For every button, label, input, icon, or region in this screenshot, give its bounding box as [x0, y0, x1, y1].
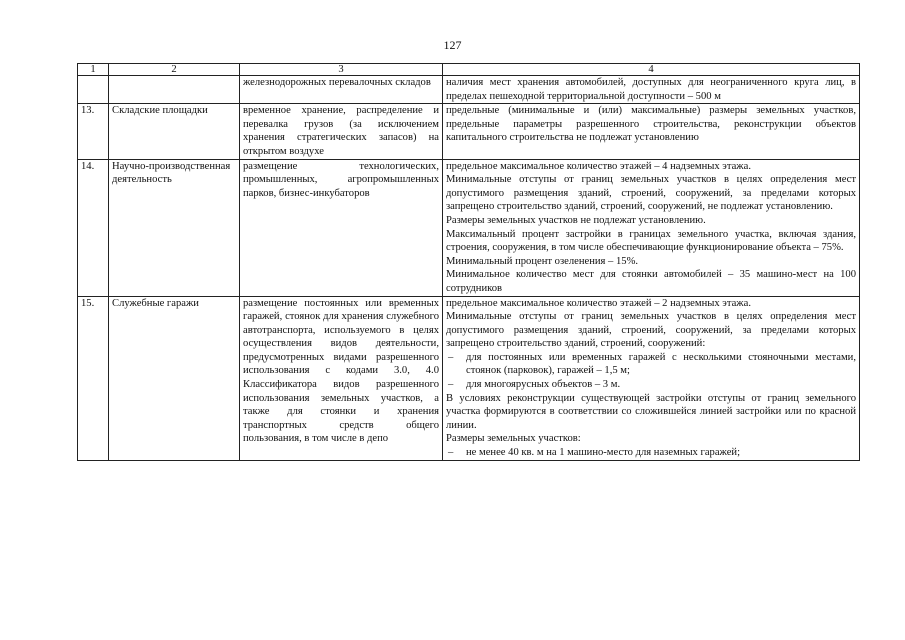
column-number-row [78, 64, 860, 76]
row-number [78, 76, 109, 104]
use-name: Складские площадки [109, 104, 240, 159]
list-item: – не менее 40 кв. м на 1 машино-место для наземных гаражей; [446, 446, 856, 460]
column-number-4: 4 [443, 64, 860, 76]
parameter-paragraph: Размеры земельных участков не подлежат установлению. [446, 214, 706, 226]
use-name: Научно-производственная деятельность [109, 159, 240, 296]
column-number-1: 1 [78, 64, 109, 76]
use-name: Служебные гаражи [109, 296, 240, 460]
parameter-paragraph: Минимальный процент озеленения – 15%. [446, 255, 639, 267]
use-name [109, 76, 240, 104]
row-number: 14. [78, 159, 109, 296]
table-row [78, 76, 860, 104]
row-number: 15. [78, 296, 109, 460]
parameter-paragraph: Минимальное количество мест для стоянки автомобилей – 35 машино-мест на 100 сотрудников [446, 269, 856, 294]
list-item: – для постоянных или временных гаражей с несколькими стояночными местами, стоянок (парковок), гаражей – 1,5 м; [446, 351, 856, 378]
table-row [78, 104, 860, 159]
page-number: 127 [443, 38, 462, 52]
use-parameters [443, 76, 860, 104]
plot-size-list [446, 446, 856, 460]
parameter-paragraph: Минимальные отступы от границ земельных участков в целях определения мест допустимого размещения зданий, строений, сооружений, за пределами которых запрещено строительство зданий, строений, сооружений: [446, 311, 856, 350]
table-row [78, 159, 860, 296]
parameter-paragraph: Минимальные отступы от границ земельных участков в целях определения мест допустимого размещения зданий, строений, сооружений, за пределами которых запрещено строительство зданий, строений, сооружений, не подлежат установлению. [446, 174, 856, 213]
use-description: размещение технологических, промышленных, агропромышленных парков, бизнес-инкубаторов [240, 159, 443, 296]
use-parameters [443, 104, 860, 159]
setback-list [446, 351, 856, 392]
column-number-3: 3 [240, 64, 443, 76]
parameter-paragraph: Размеры земельных участков: [446, 433, 581, 445]
use-description: размещение постоянных или временных гаражей, стоянок для хранения служебного автотранспорта, используемого в целях осуществления видов деятельности, предусмотренных видами разрешенного использования с кодами 3.0, 4.0 Классификатора видов разрешенного использования земельных участков, а также для стоянки и хранения транспортных средств общего пользования, в том числе в депо [240, 296, 443, 460]
parameter-paragraph: предельное максимальное количество этажей – 2 надземных этажа. [446, 297, 751, 309]
parameter-paragraph: Максимальный процент застройки в границах земельного участка, включая здания, строения, сооружения, в том числе обеспечивающие функционирование объекта – 75%. [446, 228, 856, 254]
parameter-paragraph: В условиях реконструкции существующей застройки отступы от границ земельного участка формируются в соответствии со сложившейся линией застройки или по красной линии. [446, 392, 856, 431]
parameter-paragraph: наличия мест хранения автомобилей, доступных для неограниченного круга лиц, в пределах пешеходной территориальной доступности – 500 м [446, 77, 856, 102]
use-parameters [443, 296, 860, 460]
use-description: железнодорожных перевалочных складов [240, 76, 443, 104]
use-description: временное хранение, распределение и перевалка грузов (за исключением хранения стратегических запасов) на открытом воздухе [240, 104, 443, 159]
parameter-paragraph: предельные (минимальные и (или) максимальные) размеры земельных участков, предельные параметры разрешенного строительства, реконструкции объектов капитального строительства не подлежат установлению [446, 105, 856, 144]
land-use-table [77, 63, 860, 461]
use-parameters [443, 159, 860, 296]
list-item: – для многоярусных объектов – 3 м. [446, 378, 856, 392]
parameter-paragraph: предельное максимальное количество этажей – 4 надземных этажа. [446, 160, 751, 172]
row-number: 13. [78, 104, 109, 159]
column-number-2: 2 [109, 64, 240, 76]
table-row [78, 296, 860, 460]
